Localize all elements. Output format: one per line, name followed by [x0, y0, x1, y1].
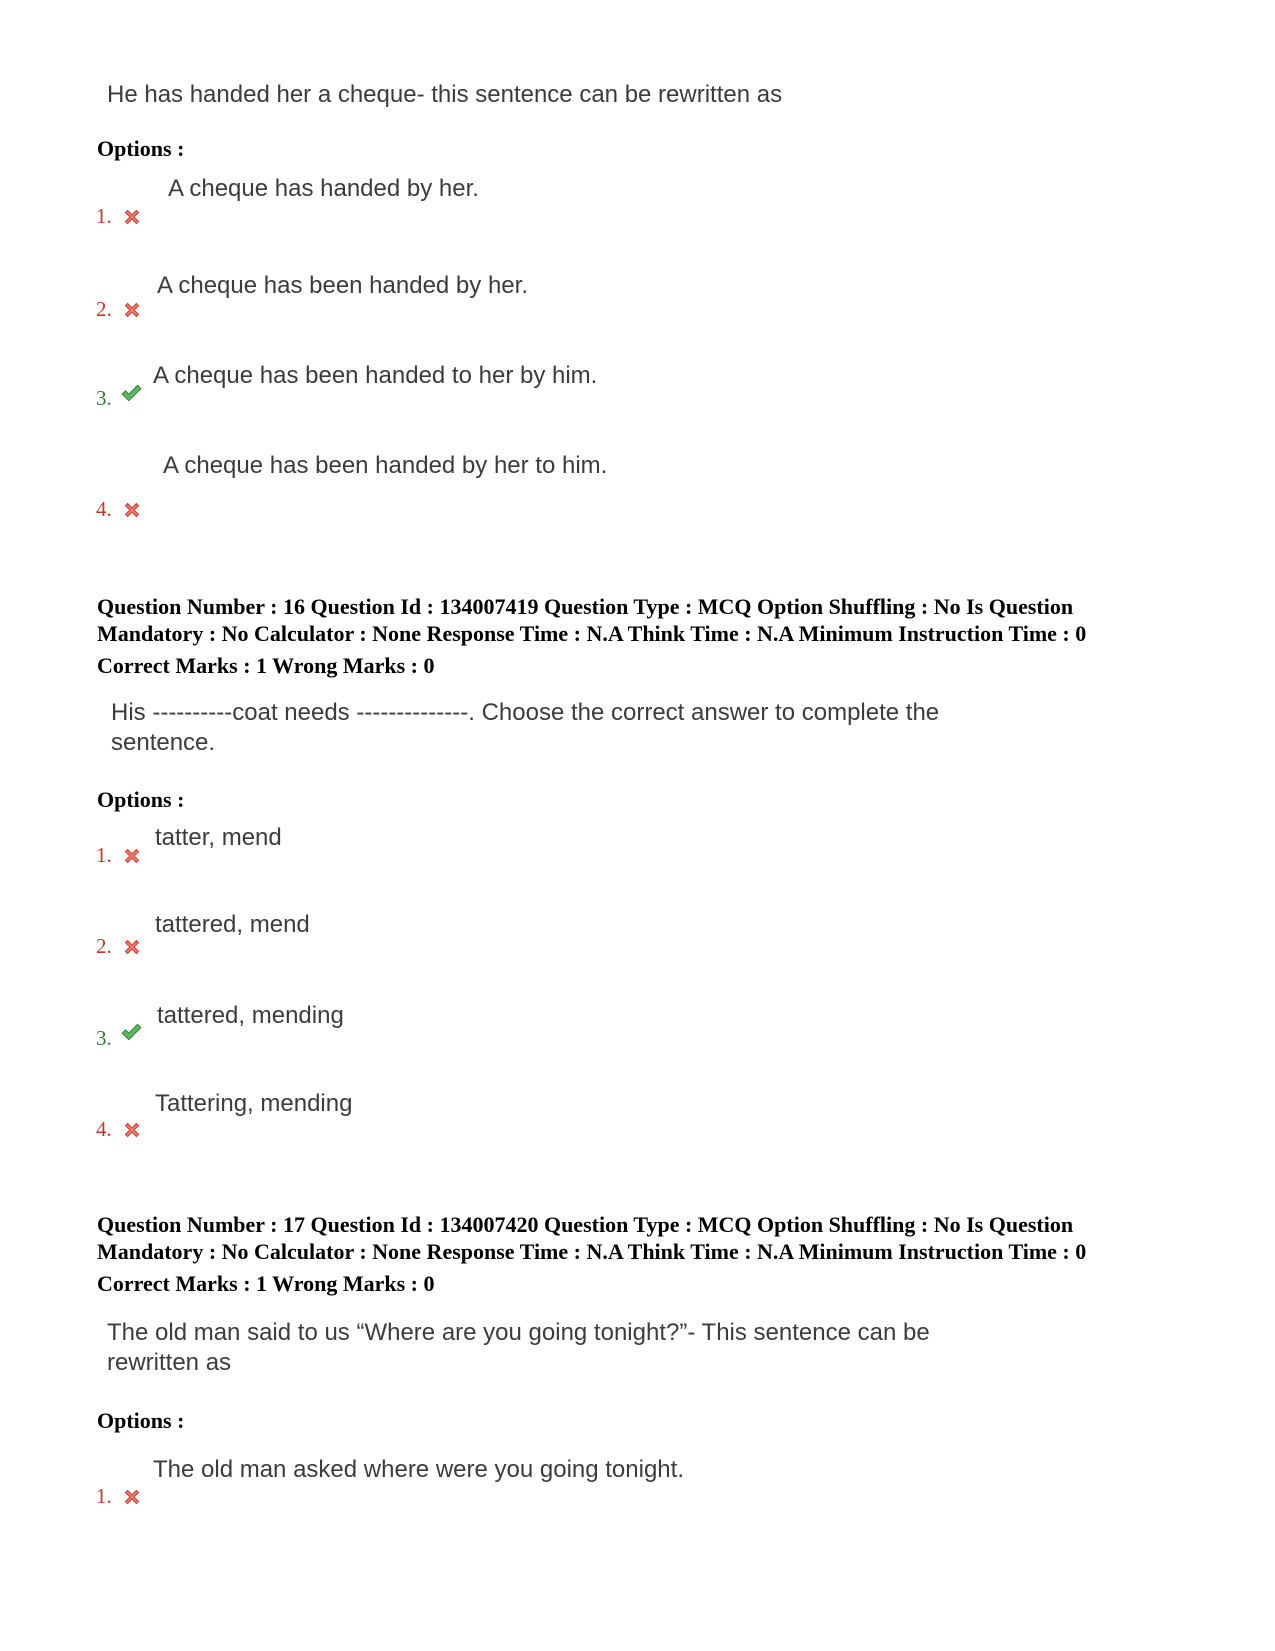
- wrong-cross-icon: [121, 1119, 143, 1141]
- question-text: He has handed her a cheque- this sentence can be rewritten as: [107, 81, 783, 108]
- option-number: 2.: [96, 297, 112, 321]
- correct-tick-icon: [120, 382, 142, 404]
- question-metadata: [97, 1211, 1086, 1297]
- option-text: The old man asked where were you going tonight.: [153, 1456, 684, 1483]
- options-label: Options :: [97, 787, 185, 812]
- wrong-cross-icon: [121, 1486, 143, 1508]
- option-text: tatter, mend: [155, 824, 282, 851]
- option-number: 2.: [96, 934, 112, 958]
- option-number: 3.: [96, 1026, 112, 1050]
- option-text: Tattering, mending: [155, 1090, 353, 1117]
- option-text: A cheque has been handed by her to him.: [163, 452, 608, 479]
- option-text: A cheque has been handed to her by him.: [153, 362, 598, 389]
- option-number: 1.: [96, 1484, 112, 1508]
- wrong-cross-icon: [121, 499, 143, 521]
- wrong-cross-icon: [121, 936, 143, 958]
- option-number: 1.: [96, 204, 112, 228]
- wrong-cross-icon: [121, 206, 143, 228]
- question-meta-line: Question Number : 17 Question Id : 134007420 Question Type : MCQ Option Shuffling : No Is Question: [97, 1212, 1074, 1237]
- option-number: 3.: [96, 386, 112, 410]
- option-text: tattered, mending: [157, 1002, 344, 1029]
- question-meta-line: Mandatory : No Calculator : None Response Time : N.A Think Time : N.A Minimum Instruction Time : 0: [97, 1239, 1087, 1264]
- option-text: A cheque has handed by her.: [168, 175, 479, 202]
- question-marks: Correct Marks : 1 Wrong Marks : 0: [97, 653, 435, 678]
- options-label: Options :: [97, 136, 185, 161]
- wrong-cross-icon: [121, 845, 143, 867]
- question-marks: Correct Marks : 1 Wrong Marks : 0: [97, 1271, 435, 1296]
- correct-tick-icon: [120, 1021, 142, 1043]
- question-meta-line: Mandatory : No Calculator : None Response Time : N.A Think Time : N.A Minimum Instruction Time : 0: [97, 621, 1087, 646]
- option-number: 4.: [96, 497, 112, 521]
- option-number: 4.: [96, 1117, 112, 1141]
- options-label: Options :: [97, 1408, 185, 1433]
- question-text: The old man said to us “Where are you going tonight?”- This sentence can be rewritten as: [107, 1319, 930, 1376]
- option-text: A cheque has been handed by her.: [157, 272, 528, 299]
- wrong-cross-icon: [121, 299, 143, 321]
- question-text: His ----------coat needs --------------. Choose the correct answer to complete the sentence.: [111, 699, 940, 756]
- question-meta-line: Question Number : 16 Question Id : 134007419 Question Type : MCQ Option Shuffling : No Is Question: [97, 594, 1074, 619]
- option-number: 1.: [96, 843, 112, 867]
- question-metadata: [97, 593, 1086, 679]
- option-text: tattered, mend: [155, 911, 310, 938]
